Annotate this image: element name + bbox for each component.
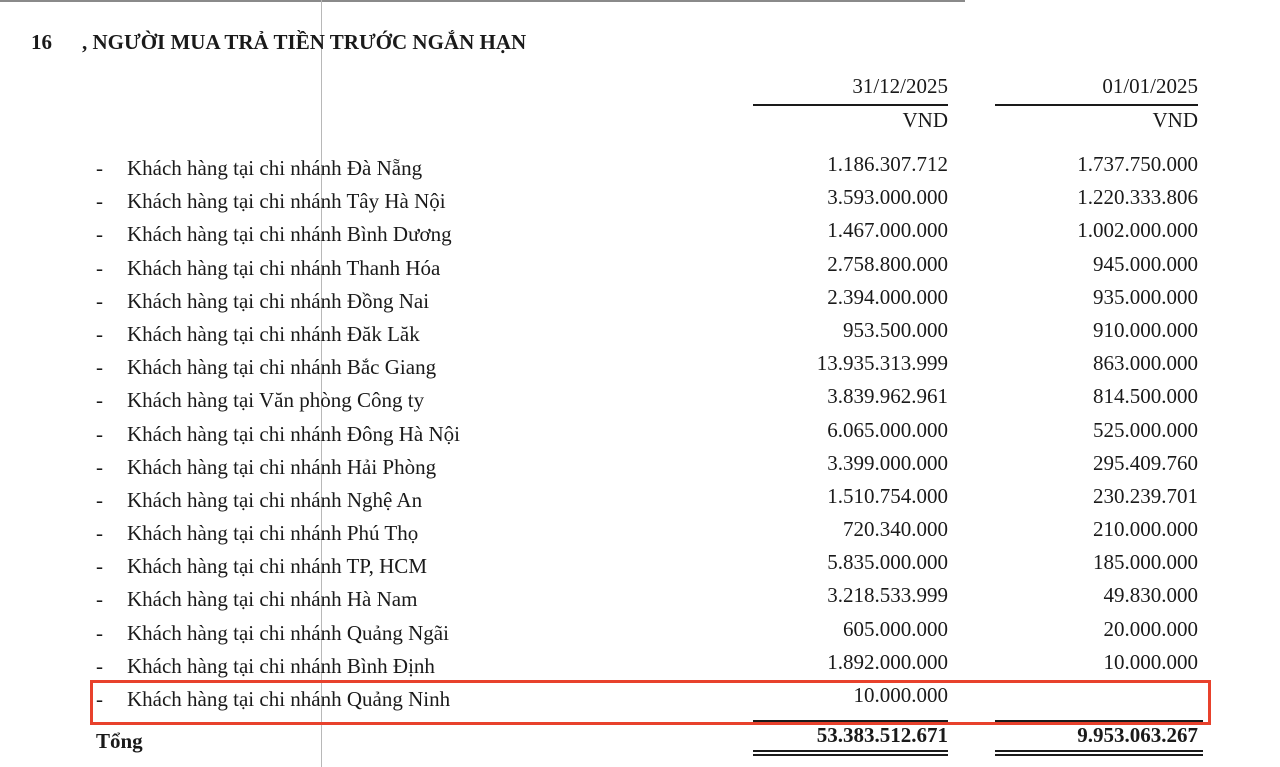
row-value-2025-01-01: 945.000.000 <box>1093 251 1198 276</box>
row-value-2025-12-31: 1.510.754.000 <box>827 483 948 508</box>
table-row <box>0 384 1280 417</box>
row-value-2025-01-01: 935.000.000 <box>1093 284 1198 309</box>
row-label: Khách hàng tại chi nhánh Quảng Ninh <box>127 687 451 711</box>
row-dash: - <box>96 189 103 214</box>
row-dash: - <box>96 288 103 313</box>
row-value-2025-01-01: 295.409.760 <box>1093 450 1198 475</box>
row-label: Khách hàng tại chi nhánh Tây Hà Nội <box>127 189 446 214</box>
row-dash: - <box>96 554 103 579</box>
table-row <box>0 484 1280 517</box>
row-dash: - <box>96 587 103 612</box>
section-title: , NGƯỜI MUA TRẢ TIỀN TRƯỚC NGẮN HẠN <box>82 30 527 54</box>
row-value-2025-01-01: 20.000.000 <box>1103 616 1198 641</box>
row-value-2025-12-31: 605.000.000 <box>843 616 948 641</box>
highlight-box <box>90 680 1211 725</box>
row-value-2025-01-01: 10.000.000 <box>1103 649 1198 674</box>
column-unit-2: VND <box>1152 108 1198 132</box>
row-label: Khách hàng tại chi nhánh TP, HCM <box>127 554 427 579</box>
row-label: Khách hàng tại chi nhánh Hà Nam <box>127 587 418 612</box>
table-row <box>0 285 1280 318</box>
row-value-2025-12-31: 1.186.307.712 <box>827 152 948 176</box>
row-value-2025-01-01: 525.000.000 <box>1093 417 1198 442</box>
row-value-2025-01-01: 814.500.000 <box>1093 384 1198 409</box>
column-date-2: 01/01/2025 <box>1102 74 1198 98</box>
row-label: Khách hàng tại chi nhánh Bắc Giang <box>127 355 437 380</box>
table-row <box>0 152 1280 185</box>
row-label: Khách hàng tại chi nhánh Nghệ An <box>127 487 423 512</box>
row-value-2025-01-01: 210.000.000 <box>1093 517 1198 542</box>
row-value-2025-01-01: 863.000.000 <box>1093 351 1198 376</box>
row-value-2025-12-31: 3.399.000.000 <box>827 450 948 475</box>
row-label: Khách hàng tại chi nhánh Bình Dương <box>127 222 452 247</box>
table-row <box>0 517 1280 550</box>
row-dash: - <box>96 454 103 479</box>
row-label: Khách hàng tại chi nhánh Đăk Lăk <box>127 321 420 346</box>
row-dash: - <box>96 255 103 280</box>
total-double-rule-1 <box>753 750 948 752</box>
table-row <box>0 318 1280 351</box>
table-row <box>0 650 1280 683</box>
row-dash: - <box>96 421 103 446</box>
total-double-rule-2 <box>995 750 1203 752</box>
total-value-2025-01-01: 9.953.063.267 <box>1077 723 1198 747</box>
row-value-2025-12-31: 1.467.000.000 <box>827 218 948 243</box>
column-unit-1: VND <box>902 108 948 132</box>
row-value-2025-12-31: 6.065.000.000 <box>827 417 948 442</box>
row-value-2025-01-01: 1.737.750.000 <box>1077 152 1198 176</box>
row-value-2025-01-01: 49.830.000 <box>1103 583 1198 608</box>
table-row <box>0 351 1280 384</box>
row-dash: - <box>96 222 103 247</box>
table-row <box>0 550 1280 583</box>
row-label: Khách hàng tại chi nhánh Bình Định <box>127 653 435 678</box>
table-row <box>0 617 1280 650</box>
row-dash: - <box>96 487 103 512</box>
row-label: Khách hàng tại chi nhánh Đồng Nai <box>127 288 430 313</box>
table-body <box>0 152 1280 716</box>
row-value-2025-01-01: 910.000.000 <box>1093 317 1198 342</box>
header-rule-1 <box>753 104 948 106</box>
row-value-2025-12-31: 2.758.800.000 <box>827 251 948 276</box>
row-dash: - <box>96 653 103 678</box>
row-value-2025-12-31: 953.500.000 <box>843 317 948 342</box>
total-label: Tổng <box>96 729 143 753</box>
row-label: Khách hàng tại chi nhánh Đà Nẵng <box>127 156 423 180</box>
row-value-2025-12-31: 10.000.000 <box>853 683 948 707</box>
row-label: Khách hàng tại chi nhánh Thanh Hóa <box>127 255 441 280</box>
top-rule <box>0 0 965 2</box>
row-value-2025-12-31: 2.394.000.000 <box>827 284 948 309</box>
table-row <box>0 583 1280 616</box>
row-dash: - <box>96 521 103 546</box>
row-label: Khách hàng tại chi nhánh Quảng Ngãi <box>127 620 449 645</box>
row-value-2025-01-01: 1.002.000.000 <box>1077 218 1198 243</box>
subtotal-rule-2 <box>995 720 1203 722</box>
table-row <box>0 252 1280 285</box>
row-dash: - <box>96 156 103 180</box>
row-value-2025-12-31: 13.935.313.999 <box>816 351 948 376</box>
row-value-2025-12-31: 3.593.000.000 <box>827 185 948 210</box>
table-row <box>0 418 1280 451</box>
row-value-2025-01-01: 230.239.701 <box>1093 483 1198 508</box>
row-value-2025-01-01: 1.220.333.806 <box>1077 185 1198 210</box>
row-label: Khách hàng tại chi nhánh Hải Phòng <box>127 454 437 479</box>
row-value-2025-12-31: 3.218.533.999 <box>827 583 948 608</box>
subtotal-rule-1 <box>753 720 948 722</box>
header-rule-2 <box>995 104 1198 106</box>
section-number: 16 <box>31 30 52 54</box>
row-value-2025-12-31: 1.892.000.000 <box>827 649 948 674</box>
row-value-2025-12-31: 720.340.000 <box>843 517 948 542</box>
table-row <box>0 218 1280 251</box>
row-label: Khách hàng tại Văn phòng Công ty <box>127 388 425 413</box>
column-date-1: 31/12/2025 <box>852 74 948 98</box>
row-dash: - <box>96 355 103 380</box>
row-dash: - <box>96 321 103 346</box>
row-dash: - <box>96 620 103 645</box>
row-label: Khách hàng tại chi nhánh Phú Thọ <box>127 521 419 546</box>
row-value-2025-01-01: 185.000.000 <box>1093 550 1198 575</box>
table-row <box>0 451 1280 484</box>
row-value-2025-12-31: 5.835.000.000 <box>827 550 948 575</box>
row-dash: - <box>96 388 103 413</box>
row-label: Khách hàng tại chi nhánh Đông Hà Nội <box>127 421 460 446</box>
total-value-2025-12-31: 53.383.512.671 <box>816 723 948 747</box>
table-row <box>0 185 1280 218</box>
row-value-2025-12-31: 3.839.962.961 <box>827 384 948 409</box>
row-dash: - <box>96 687 103 711</box>
